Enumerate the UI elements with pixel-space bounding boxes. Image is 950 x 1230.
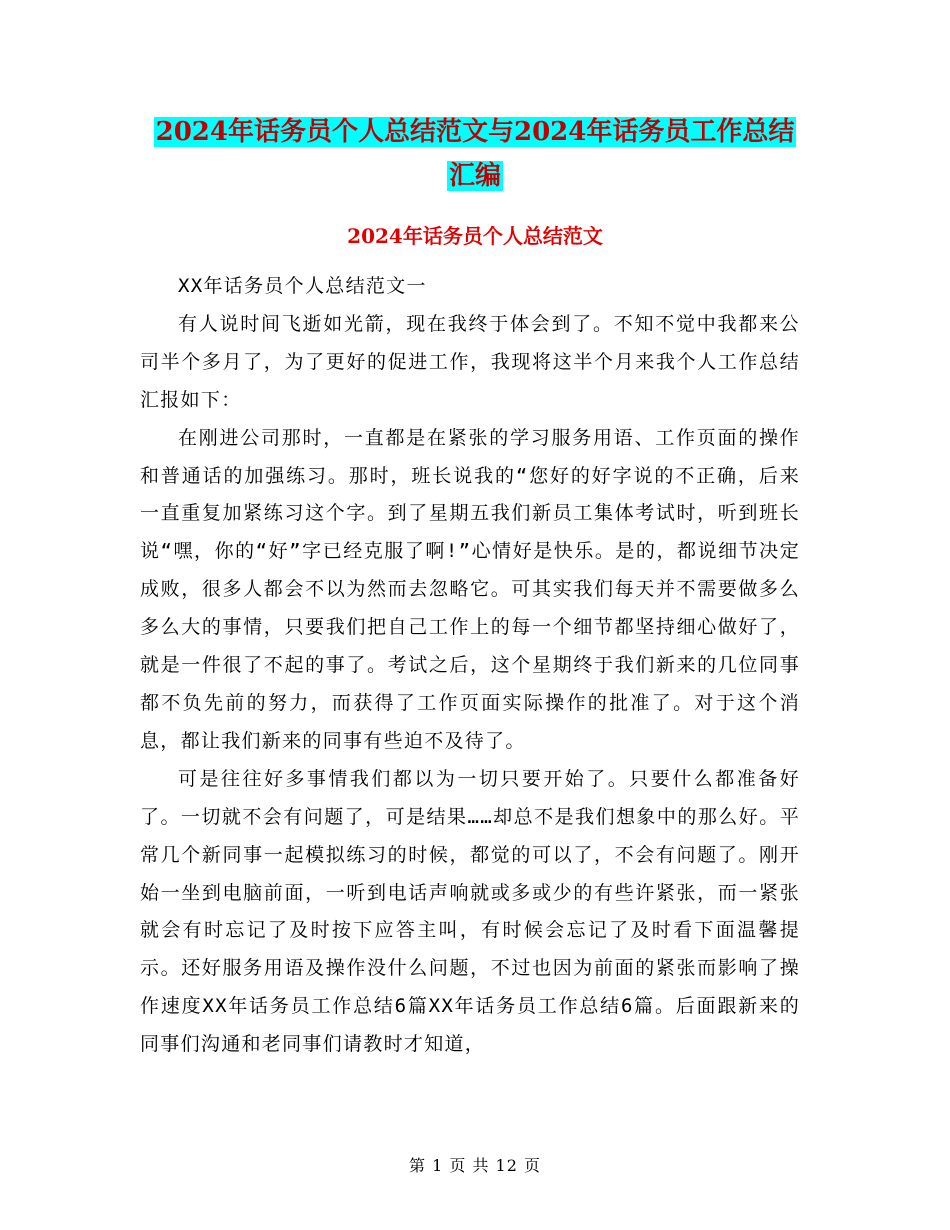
page-number-footer: 第 1 页 共 12 页	[409, 1156, 541, 1175]
document-body	[140, 268, 800, 1064]
paragraph: 有人说时间飞逝如光箭，现在我终于体会到了。不知不觉中我都来公司半个多月了，为了更好的促进工作，我现将这半个月来我个人工作总结汇报如下：	[140, 312, 800, 411]
document-title-line-2: 汇编	[448, 161, 501, 191]
document-title-line-1: 2024年话务员个人总结范文与2024年话务员工作总结	[155, 117, 795, 147]
section-title: 2024年话务员个人总结范文	[347, 224, 603, 248]
paragraph: 可是往往好多事情我们都以为一切只要开始了。只要什么都准备好了。一切就不会有问题了，可是结果……却总不是我们想象中的那么好。平常几个新同事一起模拟练习的时候，都觉的可以了，不会有问题了。刚开始一坐到电脑前面，一听到电话声响就或多或少的有些许紧张，而一紧张就会有时忘记了及时按下应答主叫，有时候会忘记了及时看下面温馨提示。还好服务用语及操作没什么问题，不过也因为前面的紧张而影响了操作速度XX年话务员工作总结6篇XX年话务员工作总结6篇。后面跟新来的同事们沟通和老同事们请教时才知道，	[140, 767, 800, 1056]
paragraph: XX年话务员个人总结范文一	[178, 275, 427, 297]
paragraph: 在刚进公司那时，一直都是在紧张的学习服务用语、工作页面的操作和普通话的加强练习。那时，班长说我的“您好的好字说的不正确，后来一直重复加紧练习这个字。到了星期五我们新员工集体考试时，听到班长说“嘿，你的“好”字已经克服了啊!”心情好是快乐。是的，都说细节决定成败，很多人都会不以为然而去忽略它。可其实我们每天并不需要做多么多么大的事情，只要我们把自己工作上的每一个细节都坚持细心做好了，就是一件很了不起的事了。考试之后，这个星期终于我们新来的几位同事都不负先前的努力，而获得了工作页面实际操作的批准了。对于这个消息，都让我们新来的同事有些迫不及待了。	[140, 426, 800, 752]
document-title	[0, 110, 950, 198]
